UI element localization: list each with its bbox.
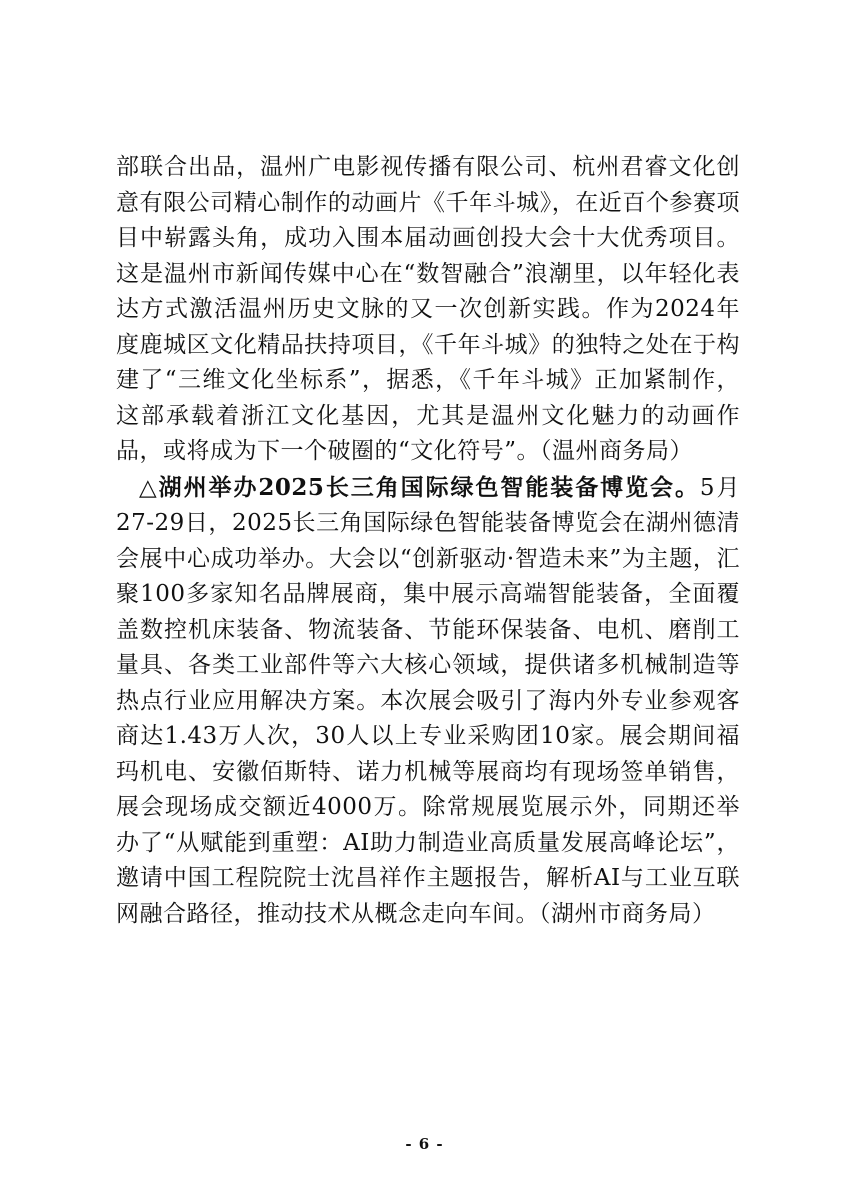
article-huzhou-paragraph bbox=[116, 470, 740, 933]
article-wenzhou-paragraph: 部联合出品，温州广电影视传播有限公司、杭州君睿文化创意有限公司精心制作的动画片《千年斗城》，在近百个参赛项目中崭露头角，成功入围本届动画创投大会十大优秀项目。这是温州市新闻传媒中心在“数智融合”浪潮里，以年轻化表达方式激活温州历史文脉的又一次创新实践。作为2024年度鹿城区文化精品扶持项目，《千年斗城》的独特之处在于构建了“三维文化坐标系”，据悉，《千年斗城》正加紧制作，这部承载着浙江文化基因，尤其是温州文化魅力的动画作品，或将成为下一个破圈的“文化符号”。（温州商务局） bbox=[116, 154, 740, 464]
page-number: - 6 - bbox=[405, 1135, 444, 1153]
article-huzhou-body: 5月27-29日，2025长三角国际绿色智能装备博览会在湖州德清会展中心成功举办。大会以“创新驱动·智造未来”为主题，汇聚100多家知名品牌展商，集中展示高端智能装备，全面覆盖数控机床装备、物流装备、节能环保装备、电机、磨削工量具、各类工业部件等六大核心领域，提供诸多机械制造等热点行业应用解决方案。本次展会吸引了海内外专业参观客商达1.43万人次，30人以上专业采购团10家。展会期间福玛机电、安徽佰斯特、诺力机械等展商均有现场签单销售，展会现场成交额近4000万。除常规展览展示外，同期还举办了“从赋能到重塑：AI助力制造业高质量发展高峰论坛”，邀请中国工程院院士沈昌祥作主题报告，解析AI与工业互联网融合路径，推动技术从概念走向车间。（湖州市商务局） bbox=[116, 474, 740, 927]
document-body bbox=[116, 150, 740, 932]
article-huzhou-headline: △湖州举办2025长三角国际绿色智能装备博览会。 bbox=[139, 473, 700, 501]
